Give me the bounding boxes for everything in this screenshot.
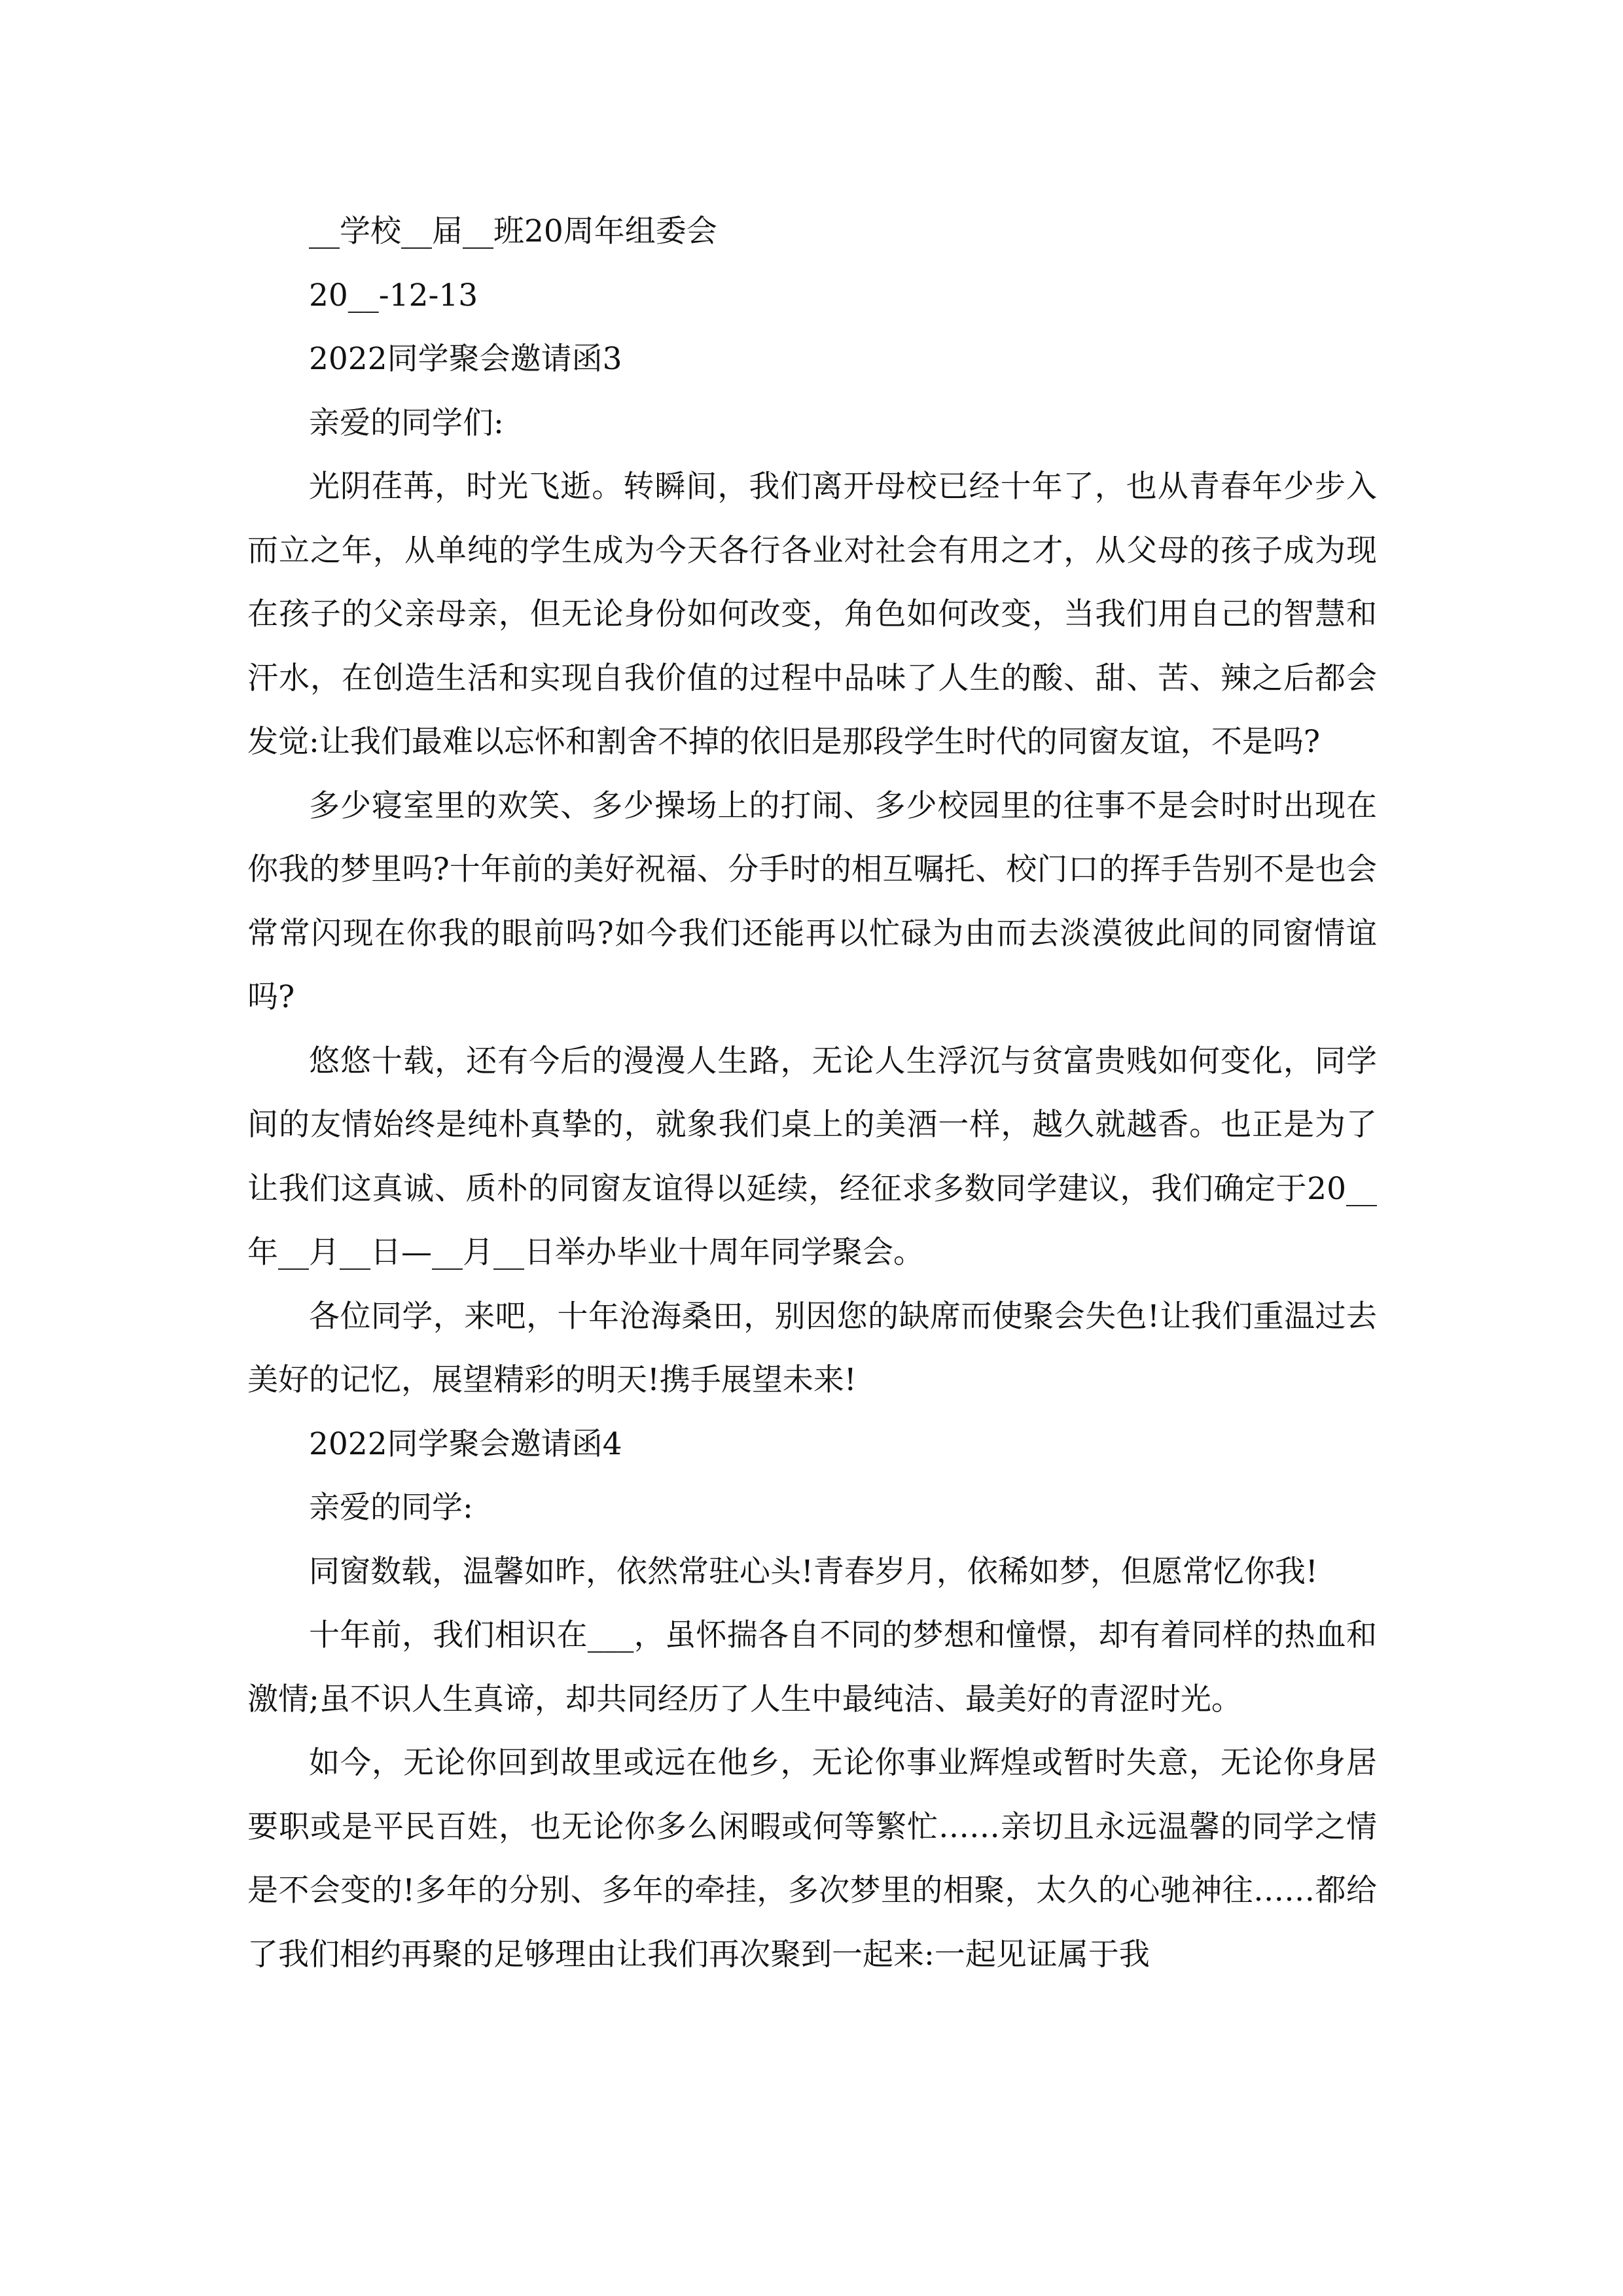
document-body [247,200,1377,1986]
body-paragraph: 各位同学，来吧，十年沧海桑田，别因您的缺席而使聚会失色!让我们重温过去美好的记忆，展望精彩的明天!携手展望未来! [247,1298,1377,1398]
committee-signature: __学校__届__班20周年组委会 [309,213,717,249]
body-paragraph: 如今，无论你回到故里或远在他乡，无论你事业辉煌或暂时失意，无论你身居要职或是平民百姓，也无论你多么闲暇或何等繁忙……亲切且永远温馨的同学之情是不会变的!多年的分别、多年的牵挂，多次梦里的相聚，太久的心驰神往……都给了我们相约再聚的足够理由让我们再次聚到一起来:一起见证属于我 [247,1745,1377,1973]
signature-date: 20__-12-13 [309,277,478,314]
salutation-3: 亲爱的同学们: [309,404,504,441]
body-paragraph: 悠悠十载，还有今后的漫漫人生路，无论人生浮沉与贫富贵贱如何变化，同学间的友情始终是纯朴真挚的，就象我们桌上的美酒一样，越久就越香。也正是为了让我们这真诚、质朴的同窗友谊得以延续，经征求多数同学建议，我们确定于20__年__月__日—__月__日举办毕业十周年同学聚会。 [247,1043,1377,1270]
salutation-4: 亲爱的同学: [309,1490,473,1526]
body-paragraph: 多少寝室里的欢笑、多少操场上的打闹、多少校园里的往事不是会时时出现在你我的梦里吗?十年前的美好祝福、分手时的相互嘱托、校门口的挥手告别不是也会常常闪现在你我的眼前吗?如今我们还能再以忙碌为由而去淡漠彼此间的同窗情谊吗? [247,787,1377,1015]
section-heading-4: 2022同学聚会邀请函4 [309,1426,622,1462]
body-paragraph: 光阴荏苒，时光飞逝。转瞬间，我们离开母校已经十年了，也从青春年少步入而立之年，从单纯的学生成为今天各行各业对社会有用之才，从父母的孩子成为现在孩子的父亲母亲，但无论身份如何改变，角色如何改变，当我们用自己的智慧和汗水，在创造生活和实现自我价值的过程中品味了人生的酸、甜、苦、辣之后都会发觉:让我们最难以忘怀和割舍不掉的依旧是那段学生时代的同窗友谊，不是吗? [247,469,1377,760]
body-paragraph: 同窗数载，温馨如昨，依然常驻心头!青春岁月，依稀如梦，但愿常忆你我! [309,1553,1318,1590]
body-paragraph: 十年前，我们相识在___，虽怀揣各自不同的梦想和憧憬，却有着同样的热血和激情;虽不识人生真谛，却共同经历了人生中最纯洁、最美好的青涩时光。 [247,1617,1377,1717]
section-heading-3: 2022同学聚会邀请函3 [309,341,622,377]
